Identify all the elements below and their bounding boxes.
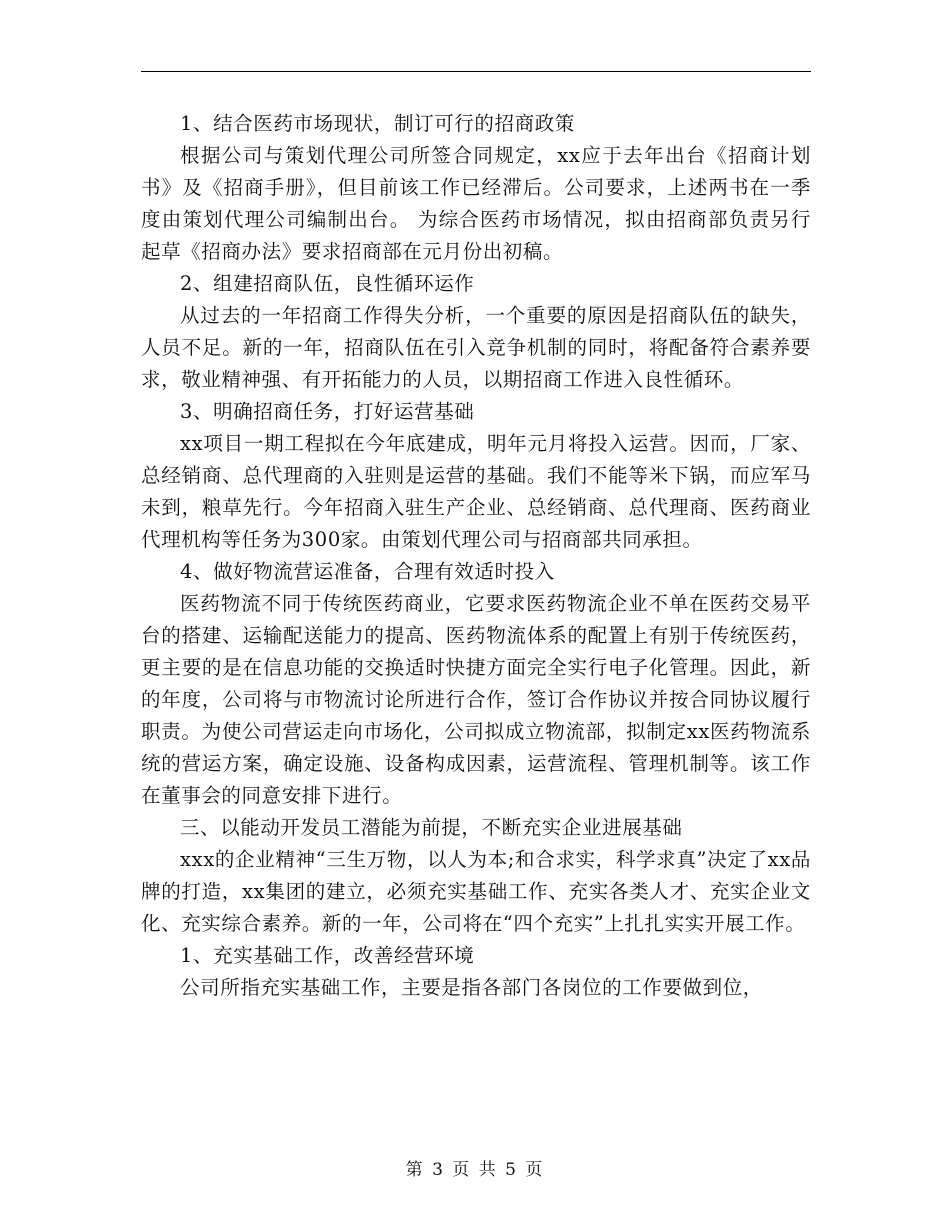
header-rule xyxy=(141,71,811,72)
body-paragraph: 公司所指充实基础工作，主要是指各部门各岗位的工作要做到位， xyxy=(180,976,763,999)
body-paragraph: 根据公司与策划代理公司所签合同规定，xx应于去年出台《招商计划书》及《招商手册》，但目前该工作已经滞后。公司要求，上述两书在一季度由策划代理公司编制出台。 为综合医药市场情况，拟由招商部负责另行起草《招商办法》要求招商部在元月份出初稿。 xyxy=(141,144,811,263)
body-paragraph: xx项目一期工程拟在今年底建成，明年元月将投入运营。因而，厂家、总经销商、总代理商的入驻则是运营的基础。我们不能等米下锅，而应军马未到，粮草先行。今年招商入驻生产企业、总经销商、总代理商、医药商业代理机构等任务为300家。由策划代理公司与招商部共同承担。 xyxy=(141,432,811,551)
subheading-3: 3、明确招商任务，打好运营基础 xyxy=(180,400,475,423)
body-paragraph: xxx的企业精神“三生万物，以人为本;和合求实，科学求真”决定了xx品牌的打造，xx集团的建立，必须充实基础工作、充实各类人才、充实企业文化、充实综合素养。新的一年，公司将在“四个充实”上扎扎实实开展工作。 xyxy=(141,848,811,935)
subheading-1: 1、结合医药市场现状，制订可行的招商政策 xyxy=(180,112,575,135)
subheading-4: 4、做好物流营运准备，合理有效适时投入 xyxy=(180,560,555,583)
subheading-1: 1、充实基础工作，改善经营环境 xyxy=(180,944,475,967)
document-body xyxy=(141,108,811,1004)
page-number-footer: 第 3 页 共 5 页 xyxy=(405,1160,545,1180)
body-paragraph: 从过去的一年招商工作得失分析，一个重要的原因是招商队伍的缺失，人员不足。新的一年，招商队伍在引入竞争机制的同时，将配备符合素养要求，敬业精神强、有开拓能力的人员，以期招商工作进入良性循环。 xyxy=(141,304,811,391)
section-heading: 三、以能动开发员工潜能为前提，不断充实企业进展基础 xyxy=(180,816,683,839)
body-paragraph: 医药物流不同于传统医药商业，它要求医药物流企业不单在医药交易平台的搭建、运输配送能力的提高、医药物流体系的配置上有别于传统医药，更主要的是在信息功能的交换适时快捷方面完全实行电子化管理。因此，新的年度，公司将与市物流讨论所进行合作，签订合作协议并按合同协议履行职责。为使公司营运走向市场化，公司拟成立物流部，拟制定xx医药物流系统的营运方案，确定设施、设备构成因素，运营流程、管理机制等。该工作在董事会的同意安排下进行。 xyxy=(141,592,811,807)
subheading-2: 2、组建招商队伍，良性循环运作 xyxy=(180,272,475,295)
